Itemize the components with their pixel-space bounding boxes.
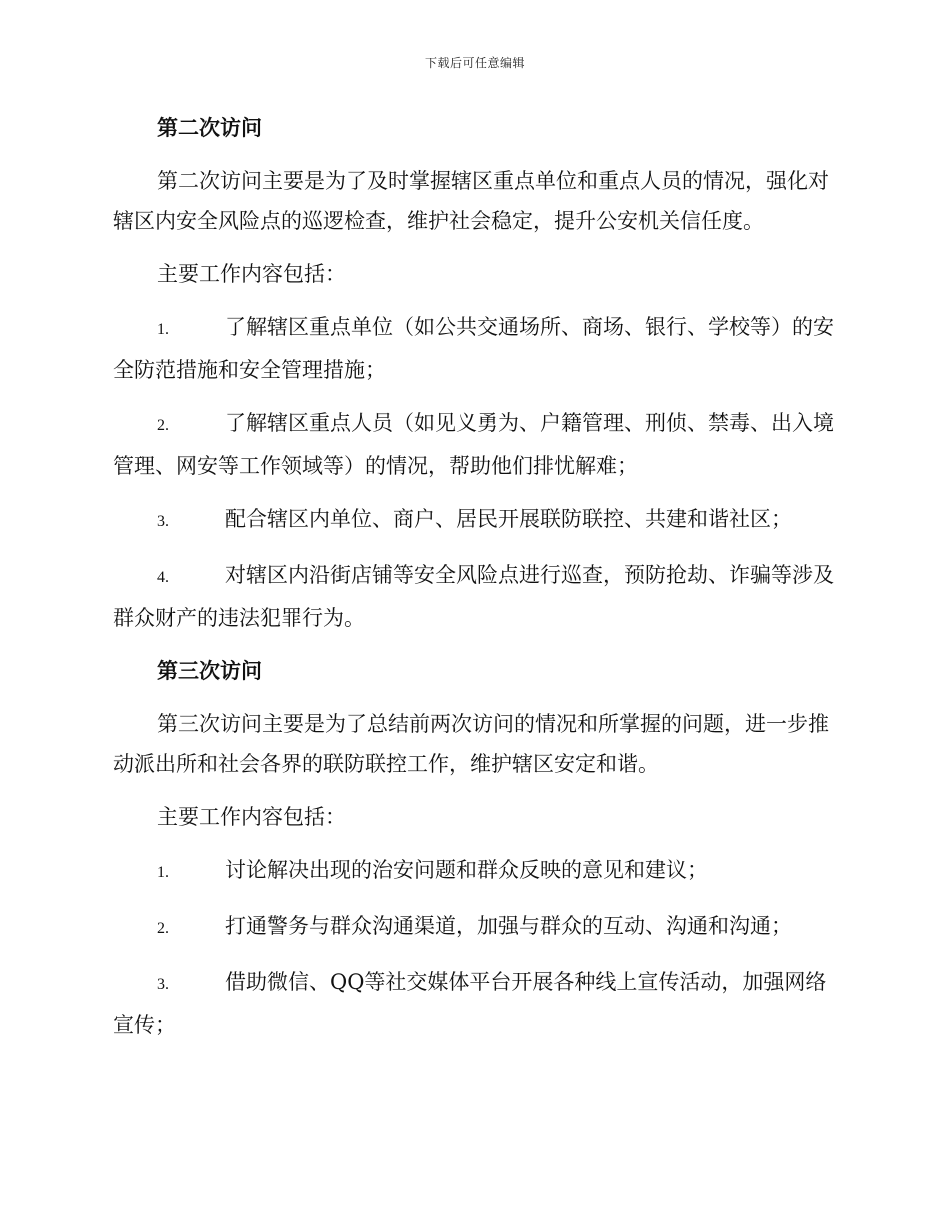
list-item-text: 打通警务与群众沟通渠道，加强与群众的互动、沟通和沟通； bbox=[225, 914, 792, 938]
list-item-number: 1. bbox=[157, 864, 169, 881]
list-item-text: 借助微信、QQ等社交媒体平台开展各种线上宣传活动，加强网络宣传； bbox=[113, 970, 827, 1037]
list-item-number: 3. bbox=[157, 976, 169, 993]
content-label: 主要工作内容包括： bbox=[157, 262, 346, 286]
section-intro-paragraph: 第三次访问主要是为了总结前两次访问的情况和所掌握的问题，进一步推动派出所和社会各界的联防联控工作，维护辖区安定和谐。 bbox=[113, 712, 829, 776]
section-heading-second-visit: 第二次访问 bbox=[157, 116, 262, 140]
list-item-text: 了解辖区重点单位（如公共交通场所、商场、银行、学校等）的安全防范措施和安全管理措施； bbox=[113, 315, 834, 382]
list-item bbox=[113, 906, 835, 949]
list-item bbox=[113, 499, 835, 542]
content-label: 主要工作内容包括： bbox=[157, 805, 346, 829]
list-item-number: 1. bbox=[157, 321, 169, 338]
list-item bbox=[113, 403, 835, 486]
section-intro-paragraph: 第二次访问主要是为了及时掌握辖区重点单位和重点人员的情况，强化对辖区内安全风险点的巡逻检查，维护社会稳定，提升公安机关信任度。 bbox=[113, 169, 829, 233]
list-item-text: 讨论解决出现的治安问题和群众反映的意见和建议； bbox=[225, 858, 708, 882]
list-item-text: 对辖区内沿街店铺等安全风险点进行巡查，预防抢劫、诈骗等涉及群众财产的违法犯罪行为。 bbox=[113, 563, 834, 630]
list-item-number: 4. bbox=[157, 569, 169, 586]
list-item-number: 2. bbox=[157, 417, 169, 434]
list-item-number: 2. bbox=[157, 920, 169, 937]
page-header: 下载后可任意编辑 bbox=[424, 56, 525, 70]
section-heading-third-visit: 第三次访问 bbox=[157, 659, 262, 683]
list-item-number: 3. bbox=[157, 513, 169, 530]
list-item bbox=[113, 962, 835, 1045]
document-body bbox=[113, 108, 835, 1058]
list-item bbox=[113, 555, 835, 638]
list-item-text: 了解辖区重点人员（如见义勇为、户籍管理、刑侦、禁毒、出入境管理、网安等工作领域等）的情况，帮助他们排忧解难； bbox=[113, 411, 834, 478]
list-item bbox=[113, 307, 835, 390]
list-item-text: 配合辖区内单位、商户、居民开展联防联控、共建和谐社区； bbox=[225, 507, 792, 531]
list-item bbox=[113, 850, 835, 893]
